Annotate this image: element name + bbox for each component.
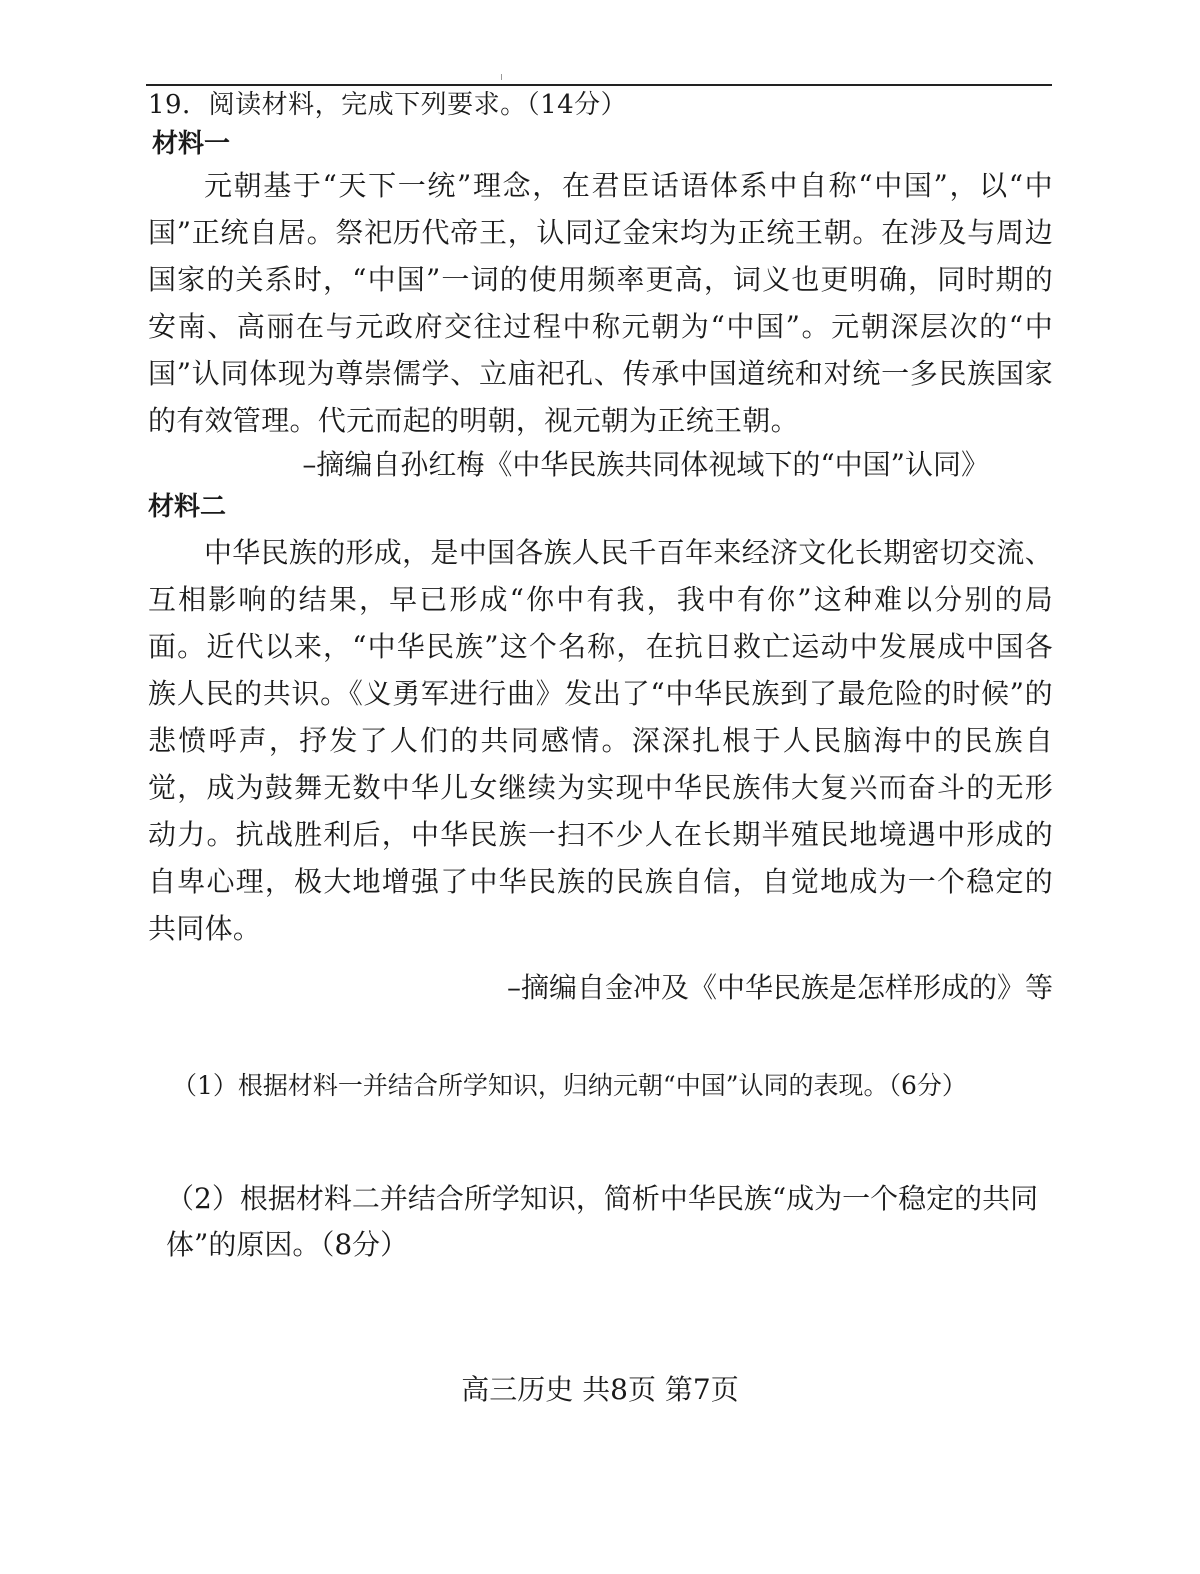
material-2-text: 中华民族的形成，是中国各族人民千百年来经济文化长期密切交流、互相影响的结果，早已形成“你中有我，我中有你”这种难以分别的局面。近代以来，“中华民族”这个名称，在抗日救亡运动中发展成中国各族人民的共识。《义勇军进行曲》发出了“中华民族到了最危险的时候”的悲愤呼声，抒发了人们的共同感情。深深扎根于人民脑海中的民族自觉，成为鼓舞无数中华儿女继续为实现中华民族伟大复兴而奋斗的无形动力。抗战胜利后，中华民族一扫不少人在长期半殖民地境遇中形成的自卑心理，极大地增强了中华民族的民族自信，自觉地成为一个稳定的共同体。 (148, 536, 1054, 945)
material-1-source: –摘编自孙红梅《中华民族共同体视域下的“中国”认同》 (302, 448, 989, 481)
sub-question-1: （1）根据材料一并结合所学知识，归纳元朝“中国”认同的表现。（6分） (172, 1071, 967, 1100)
page-footer: 高三历史 共8页 第7页 (461, 1373, 739, 1406)
question-page (148, 86, 1053, 1268)
question-title: 19．阅读材料，完成下列要求。（14分） (148, 90, 628, 120)
material-2-source: –摘编自金冲及《中华民族是怎样形成的》等 (506, 971, 1053, 1004)
sub-question-2: （2）根据材料二并结合所学知识，简析中华民族“成为一个稳定的共同体”的原因。（8分） (166, 1182, 1039, 1261)
header-tick-mark (501, 74, 502, 80)
material-1-label: 材料一 (152, 129, 231, 159)
material-2-label: 材料二 (148, 492, 227, 522)
material-1-text: 元朝基于“天下一统”理念，在君臣话语体系中自称“中国”，以“中国”正统自居。祭祀历代帝王，认同辽金宋均为正统王朝。在涉及与周边国家的关系时，“中国”一词的使用频率更高，词义也更明确，同时期的安南、高丽在与元政府交往过程中称元朝为“中国”。元朝深层次的“中国”认同体现为尊崇儒学、立庙祀孔、传承中国道统和对统一多民族国家的有效管理。代元而起的明朝，视元朝为正统王朝。 (148, 169, 1053, 437)
